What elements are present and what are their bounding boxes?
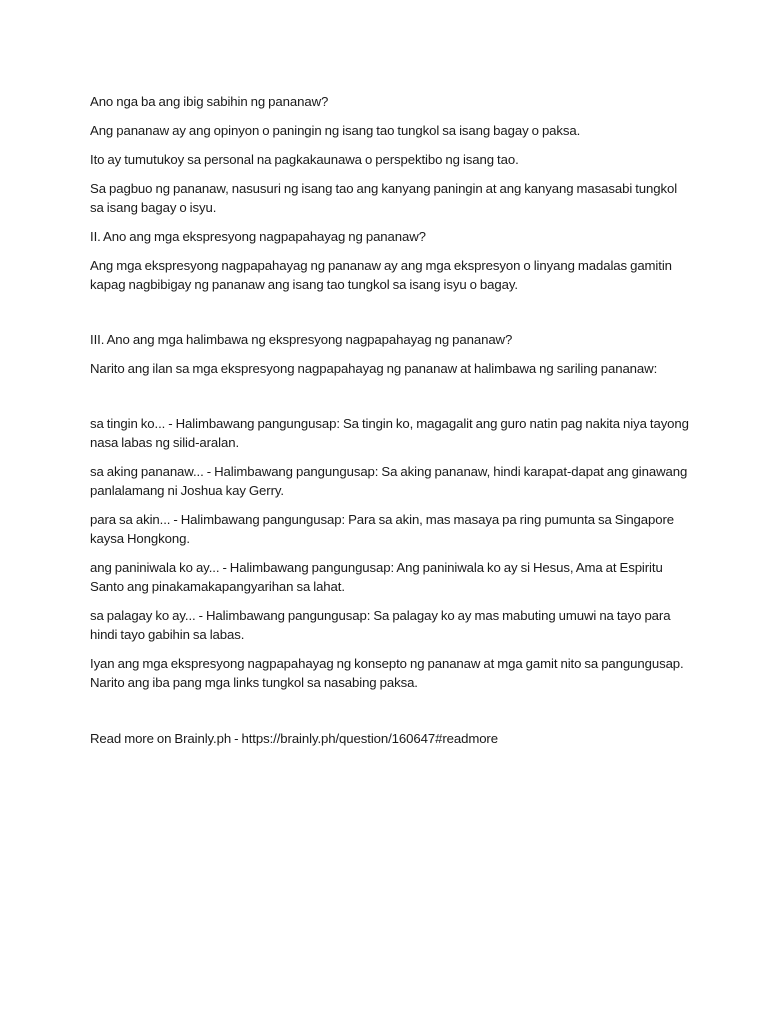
- example-item: sa aking pananaw... - Halimbawang pangungusap: Sa aking pananaw, hindi karapat-dapat ang ginawang panlalamang ni Joshua kay Gerry.: [90, 464, 688, 498]
- example-item: ang paniniwala ko ay... - Halimbawang pangungusap: Ang paniniwala ko ay si Hesus, Ama at Espiritu Santo ang pinakamakapangyarihan sa lahat.: [90, 560, 663, 594]
- read-more-link: Read more on Brainly.ph - https://brainly.ph/question/160647#readmore: [90, 731, 498, 746]
- example-item: sa tingin ko... - Halimbawang pangungusap: Sa tingin ko, magagalit ang guro natin pag nakita niya tayong nasa labas ng silid-aralan.: [90, 416, 689, 450]
- example-item: sa palagay ko ay... - Halimbawang pangungusap: Sa palagay ko ay mas mabuting umuwi na tayo para hindi tayo gabihin sa labas.: [90, 608, 671, 642]
- section-heading-ii: II. Ano ang mga ekspresyong nagpapahayag ng pananaw?: [90, 229, 426, 244]
- question-heading: Ano nga ba ang ibig sabihin ng pananaw?: [90, 94, 329, 109]
- example-item: para sa akin... - Halimbawang pangungusap: Para sa akin, mas masaya pa ring pumunta sa Singapore kaysa Hongkong.: [90, 512, 675, 546]
- explanation-paragraph: Sa pagbuo ng pananaw, nasusuri ng isang tao ang kanyang paningin at ang kanyang masasabi tungkol sa isang bagay o isyu.: [90, 181, 678, 215]
- section-ii-paragraph: Ang mga ekspresyong nagpapahayag ng pananaw ay ang mga ekspresyon o linyang madalas gamitin kapag nagbibigay ng pananaw ang isang tao tungkol sa isang isyu o bagay.: [90, 258, 672, 292]
- section-heading-iii: III. Ano ang mga halimbawa ng ekspresyong nagpapahayag ng pananaw?: [90, 332, 513, 347]
- section-iii-intro: Narito ang ilan sa mga ekspresyong nagpapahayag ng pananaw at halimbawa ng sariling pananaw:: [90, 361, 658, 376]
- explanation-paragraph: Ito ay tumutukoy sa personal na pagkakaunawa o perspektibo ng isang tao.: [90, 152, 519, 167]
- closing-paragraph: Iyan ang mga ekspresyong nagpapahayag ng konsepto ng pananaw at mga gamit nito sa pangungusap. Narito ang iba pang mga links tungkol sa nasabing paksa.: [90, 656, 684, 690]
- definition-paragraph: Ang pananaw ay ang opinyon o paningin ng isang tao tungkol sa isang bagay o paksa.: [90, 123, 581, 138]
- document-body: [90, 92, 690, 758]
